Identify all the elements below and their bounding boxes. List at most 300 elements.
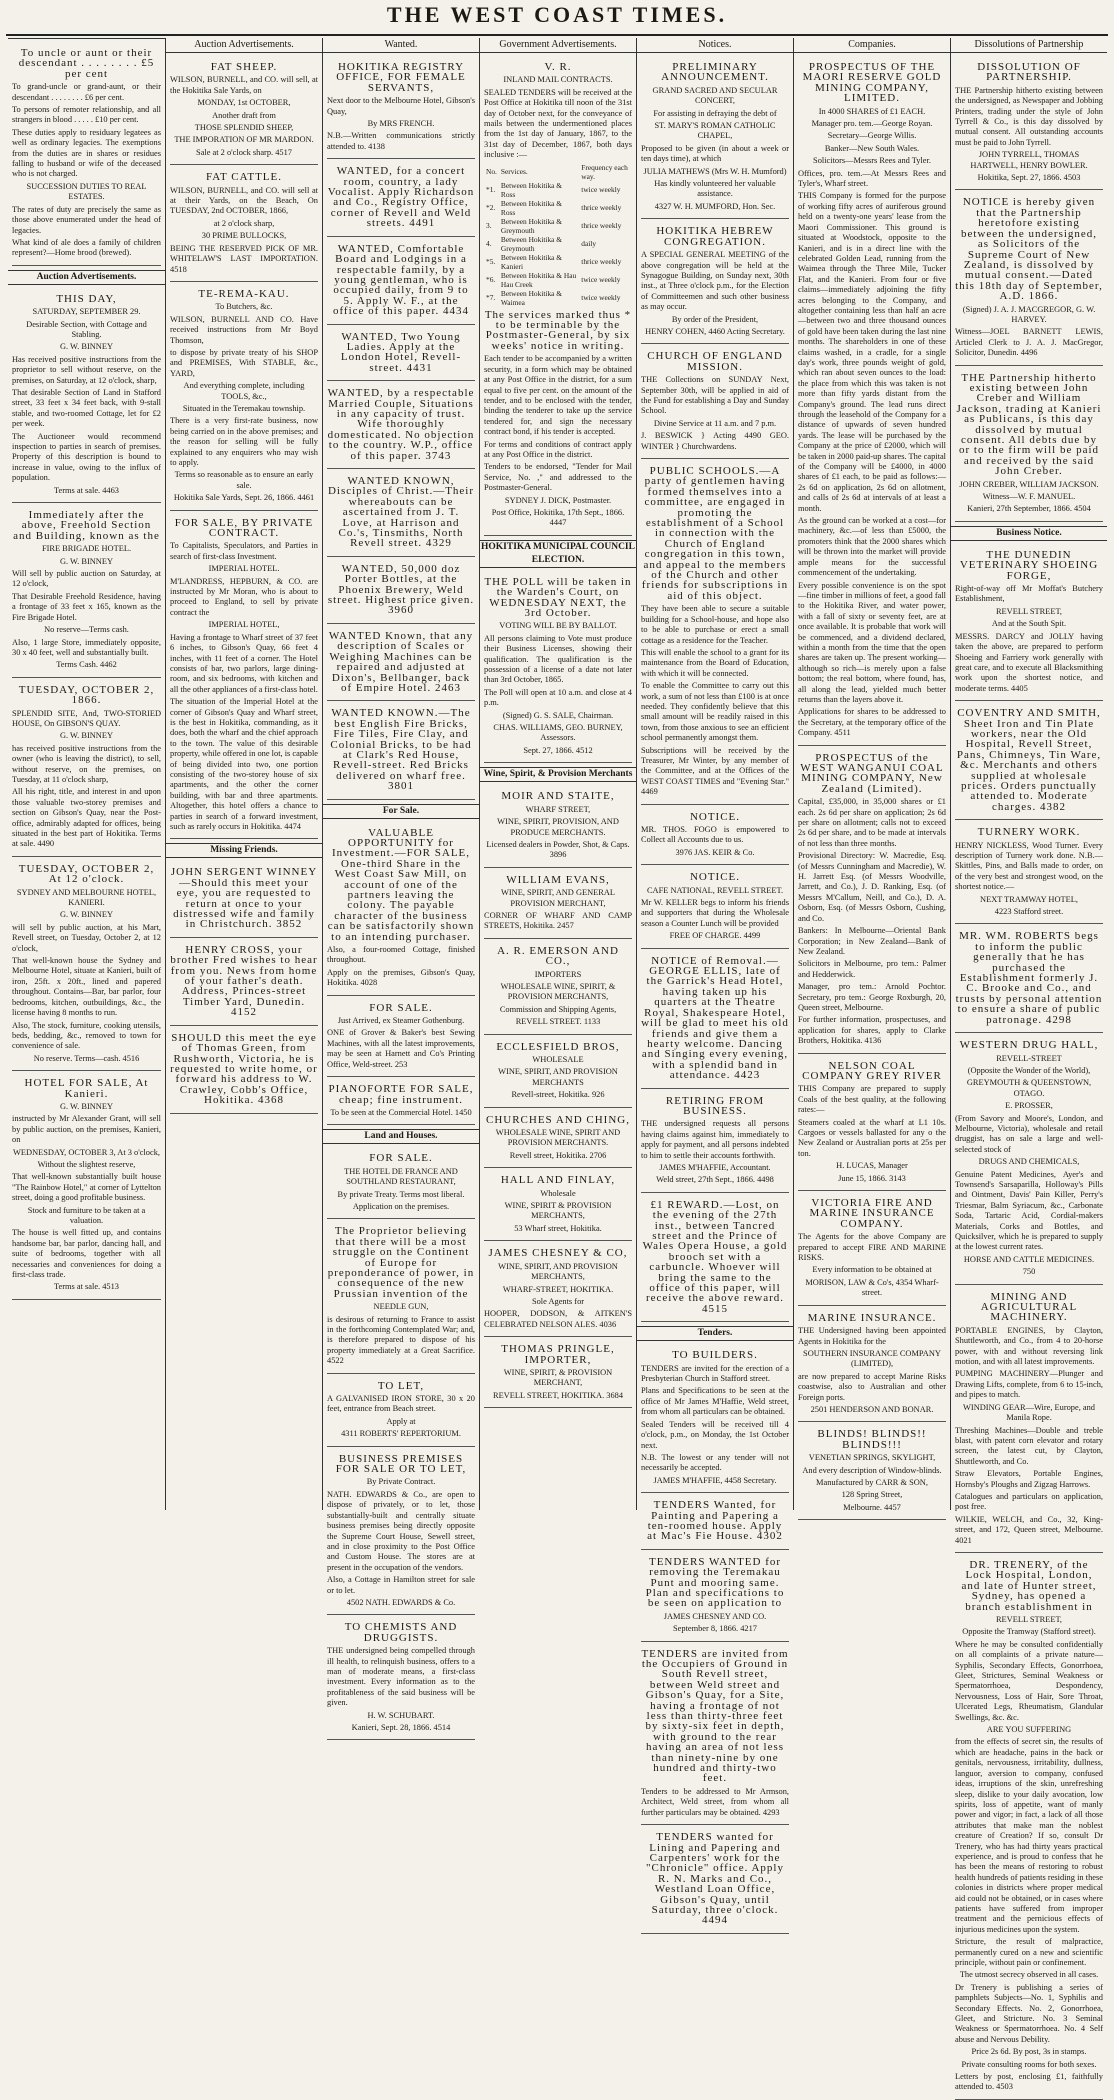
ad-text-line: JAMES M'HAFFIE, 4458 Secretary. — [653, 1475, 777, 1485]
ad-text-line: By private Treaty. Terms most liberal. — [337, 1189, 465, 1199]
ad-text-line: Terms at sale. 4513 — [54, 1282, 119, 1292]
ad-text-line: For further information, prospectuses, and application for shares, apply to Clarke Brothers, Hokitika. 4136 — [798, 1015, 946, 1046]
ad-text-line: TENDERS Wanted, for Painting and Papering a ten-roomed house. Apply at Mac's Fie House. 4302 — [647, 1499, 783, 1543]
ad-text-line: Straw Elevators, Portable Engines, Hornsby's Ploughs and Zigzag Harrows. — [955, 1469, 1103, 1489]
ad-text-line: Solicitors—Messrs Rees and Tyler. — [813, 156, 931, 166]
ad-text-line: ARE YOU SUFFERING — [986, 1725, 1072, 1735]
ad-text-line: Also, a Cottage in Hamilton street for sale or to let. — [327, 1575, 475, 1595]
ad-text-line: TENDERS are invited from the Occupiers of Ground in South Revell street, between Weld street and Gibson's Quay, for a Site, having a frontage of not less than thirty-three feet by sixty-six feet in depth, with ground to the rear having an area of not less than ninety-nine by one hundred and thirty-two feet. — [641, 1647, 789, 1785]
ad-text-line: Sealed Tenders will be received till 4 o'clock, p.m., on Monday, the 1st October next. — [641, 1419, 789, 1450]
ad-text-line: The Proprietor believing that there will be a most struggle on the Continent of Europe for preponderance of power, in consequence of the new Prussian invention of the — [327, 1225, 475, 1300]
ad-text-line: GRAND SACRED AND SECULAR CONCERT, — [652, 85, 778, 106]
ad-text-line: THE Collections on SUNDAY Next, September 30th, will be applied in aid of the Fund for establishing a Day and Sunday School. — [641, 375, 789, 416]
ad-text-line: are now prepared to accept Marine Risks coastwise, also to Australian and other Foreign ports. — [798, 1371, 946, 1402]
ad-text-line: PROSPECTUS OF THE MAORI RESERVE GOLD MINING COMPANY, LIMITED. — [802, 61, 942, 105]
table-cell: Between Hokitika & Ross — [500, 180, 563, 199]
newspaper-title: THE WEST COAST TIMES. — [386, 2, 728, 27]
ad-text-line: Immediately after the above, Freehold Section and Building, known as the — [13, 509, 160, 542]
ad-text-line: NOTICE. — [689, 871, 741, 884]
advertisement — [12, 679, 161, 857]
table-cell: daily — [581, 239, 597, 249]
ad-text-line: Provisional Directory: W. Macredie, Esq. (of Messrs Cunningham and Macredie), W. H. Jarrett Esq. (of Messrs Woodville, Jarrett, and Co.), J. D. Ranking, Esq. (of Messrs M'Callum, Neill, and Co.), D. A. Osborn, Esq. (of Messrs Osborn, Cushing, and Co. — [798, 851, 946, 923]
ad-text-line: REVELL STREET, — [995, 606, 1063, 616]
advertisement — [327, 625, 475, 701]
ad-text-line: FREE OF CHARGE. 4499 — [669, 931, 761, 941]
ad-text-line: ST. MARY'S ROMAN CATHOLIC CHAPEL, — [654, 121, 776, 141]
ad-text-line: REVELL STREET, HOKITIKA. 3684 — [492, 1390, 624, 1400]
ad-text-line: THE Partnership hitherto existing between the undersigned, as Newspaper and Jobbing Printers, trading under the style of John Tyrrell & Co., is this day dissolved by mutual consent. All outstanding accounts must be paid to John Tyrrell. — [955, 85, 1103, 147]
ad-text-line: Manager pro. tem.—George Royan. — [811, 119, 933, 129]
ad-text-line: WESTERN DRUG HALL, — [959, 1039, 1099, 1052]
column-header: Dissolutions of Partnership — [951, 38, 1107, 53]
ad-text-line: HENRY COHEN, 4460 Acting Secretary. — [645, 326, 785, 336]
advertisement — [641, 56, 789, 219]
ad-text-line: JOHN CREBER, WILLIAM JACKSON. — [959, 479, 1099, 489]
advertisement — [798, 1055, 946, 1191]
ad-text-line: THE POLL will be taken in the Warden's Court, on WEDNESDAY NEXT, the 3rd October. — [484, 575, 632, 619]
ad-text-line: All his right, title, and interest in and upon those valuable two-storey premises and section on Gibson's Quay, near the Post-office, admirably adapted for offices, being situated in the best part of Hokitika. Terms at sale. 4490 — [12, 787, 161, 849]
ad-text-line: WANTED, Comfortable Board and Lodgings in a respectable family, by a young gentleman, who is occupied daily, from 9 to 5. Apply W. F., at the office of this paper. 4434 — [332, 242, 470, 318]
ad-text-line: G. W. BINNEY — [59, 910, 114, 920]
ad-text-line: 4327 W. H. MUMFORD, Hon. Sec. — [654, 201, 776, 211]
ad-text-line: GREYMOUTH & QUEENSTOWN, OTAGO. — [966, 1078, 1092, 1098]
ad-text-line: WHOLESALE WINE, SPIRIT AND PROVISION MERCHANTS. — [495, 1128, 621, 1148]
advertisement — [955, 821, 1103, 924]
ad-text-line: WILSON, BURNELL AND CO. Have received instructions from Mr Boyd Thomson, — [170, 314, 318, 345]
ad-text-line: DISSOLUTION OF PARTNERSHIP. — [977, 61, 1081, 84]
ad-text-line: DR. TRENERY, of the Lock Hospital, London, and late of Hunter street, Sydney, has opened a branch establishment in — [961, 1558, 1097, 1613]
ad-text-line: WHOLESALE — [532, 1055, 584, 1064]
advertisement — [484, 1036, 632, 1108]
advertisement — [955, 191, 1103, 365]
advertisement — [12, 288, 161, 503]
ad-text-line: M'LANDRESS, HEPBURN, & CO. are instructed by Mr Moran, who is about to proceed to England, to sell by private contract the — [170, 576, 318, 617]
ad-text-line: The services marked thus * to be terminable by the Postmaster-General, by six weeks' notice in writing. — [484, 308, 632, 352]
table-cell: Between Hokitika & Kanieri — [500, 252, 563, 271]
ad-text-line: N.B.—Written communications strictly attended to. 4138 — [327, 131, 475, 151]
ad-text-line: Application on the premises. — [352, 1201, 450, 1211]
ad-text-line: To Capitalists, Speculators, and Parties in search of first-class Investment. — [170, 541, 318, 561]
ad-text-line: HOKITIKA HEBREW CONGREGATION. — [656, 225, 774, 248]
advertisement — [327, 702, 475, 799]
ad-text-line: Subscriptions will be received by the Treasurer, Mr Winter, by any member of the Committee, and at the Offices of the WEST COAST TIMES and "Evening Star." 4469 — [641, 745, 789, 797]
ad-text-line: Each tender to be accompanied by a written security, in a form which may be obtained at any Post Office in the district, for a sum equal to five per cent. on the amount of the tender, and to be enclosed with the tender, binding the tenderer to take up the service tendered for, and sign the necessary contract bond, if his tender is accepted. — [484, 354, 632, 437]
ad-text-line: 4502 NATH. EDWARDS & Co. — [346, 1597, 456, 1607]
ad-text-line: Divine Service at 11 a.m. and 7 p.m. — [653, 418, 777, 428]
masthead — [0, 0, 1114, 38]
ad-text-line: Terms Cash. 4462 — [56, 660, 117, 670]
column-header: Wanted. — [323, 38, 479, 53]
advertisement — [641, 220, 789, 344]
ad-text-line: Genuine Patent Medicines, Ayer's and Townsend's Sarsaparilla, Holloway's Pills and Ointment, Davis' Pain Killer, Perry's Triesmar, Balm Syriacum, &c., Carbonate Soda, Tartaric Acid, Cordial-makers Materials, Corks and Bottles, and Quicksilver, which he is prepared to supply at the lowest current rates. — [955, 1169, 1103, 1252]
ad-text-line: CORNER OF WHARF AND CAMP STREETS, Hokitika. 2457 — [484, 910, 632, 931]
ad-text-line: THOSE SPLENDID SHEEP, — [194, 123, 294, 133]
advertisement — [327, 1220, 475, 1373]
ad-text-line: WANTED, by a respectable Married Couple, Situations in any capacity of trust. Wife thoroughly domesticated. No objection to the country. W.P., office of this paper. 3743 — [327, 387, 475, 462]
advertisement — [327, 238, 475, 325]
ad-text-line: There is a very first-rate business, now being carried on in the above premises; and the reason for selling will be fully explained to any enquirers who may wish to apply. — [170, 416, 318, 467]
ad-text-line: WANTED, for a concert room, country, a lady Vocalist. Apply Richardson and Co., Registry Office, corner of Revell and Weld streets. 4491 — [327, 165, 475, 230]
advertisement — [327, 470, 475, 557]
table-cell: twice weekly — [581, 275, 621, 285]
ad-text-line: To persons of remoter relationship, and all strangers in blood . . . . . £10 per cent. — [12, 105, 161, 125]
ad-text-line: By Private Contract. — [366, 1477, 436, 1487]
ad-text-line: Every information to be obtained at — [812, 1265, 932, 1275]
advertisement — [641, 866, 789, 948]
table-cell: thrice weekly — [581, 257, 622, 267]
ad-text-line: Private consulting rooms for both sexes. — [961, 2059, 1097, 2069]
ad-text-line: And everything complete, including TOOLS, &c., — [183, 381, 305, 401]
table-cell: thrice weekly — [581, 203, 622, 213]
ad-text-line: PUMPING MACHINERY—Plunger and Drawing Lifts, complete, from 6 to 15-inch, and pipes to match. — [955, 1369, 1103, 1400]
ad-text-line: Applications for shares to be addressed to the Secretary, at the temporary office of the Company. 4511 — [798, 707, 946, 738]
ad-text-line: INLAND MAIL CONTRACTS. — [503, 75, 613, 85]
advertisement — [641, 950, 789, 1089]
ad-text-line: That desirable Section of Land in Stafford street, 33 feet x 34 feet back, with 9-stall stable, and two-roomed Cottage, let for £2 per week. — [12, 387, 161, 429]
ad-text-line: Plans and Specifications to be seen at the office of Mr James M'Haffie, Weld street, from whom all particulars can be obtained. — [641, 1386, 789, 1417]
ad-text-line: Tenders to be endorsed, "Tender for Mail Service, No. ," and addressed to the Postmaster-General. — [484, 462, 632, 493]
ad-text-line: to dispose by private treaty of his SHOP and PREMISES, With STABLE, &c., YARD, — [170, 347, 318, 378]
ad-text-line: To uncle or aunt or their descendant . . . . . . . . £5 per cent — [18, 47, 155, 80]
advertisement — [327, 1375, 475, 1447]
table-cell: Between Hokitika & Hau Hau Creek — [500, 270, 577, 289]
advertisement — [327, 822, 475, 996]
ad-text-line: MESSRS. DARCY and JOLLY having taken the above, are prepared to perform Shoeing and Farriery work generally with great care, and to execute all Blacksmithing work upon the shortest notice, and moderate terms. 4405 — [955, 631, 1103, 693]
table-cell: thrice weekly — [581, 221, 622, 231]
ad-text-line: V. R. — [544, 61, 572, 73]
ad-text-line: For assisting in defraying the debt of — [653, 108, 777, 118]
ad-text-line: NOTICE of Removal.—GEORGE ELLIS, late of the Garrick's Head Hotel, having taken up his quarters at the Theatre Royal, Shakespeare Hotel, will be glad to meet his old friends and give them a hearty welcome. Dancing and Singing every evening, with a splendid band in attendance. 4423 — [641, 954, 789, 1082]
ad-text-line: (Opposite the Wonder of the World), — [967, 1065, 1091, 1075]
ad-text-line: SEALED TENDERS will be received at the Post Office at Hokitika till noon of the 31st day of October next, for the conveyance of mails between the undermentioned places from the 1st day of January, 1867, to the 31st day of December, 1867, both days inclusive :— — [484, 87, 632, 160]
mail-services-table — [484, 163, 632, 307]
ad-text-line: Opposite the Tramway (Stafford street). — [962, 1627, 1096, 1637]
ad-text-line: THIS Company is formed for the purpose of working fifty acres of auriferous ground held on a twenty-one years' lease from the Maori Commissioner. This ground is situated at Woodstock, opposite to the Kanieri, and is in a direct line with the celebrated Golden Lead, running from the Waimea through the Three Mile, Tucker Flat, and the Kanieri. From four or five claims—immediately adjoining the fifty acres belonging to the Company, and altogether containing less than half an acre—between two and three thousand ounces of gold have been taken during the last nine months. The shareholders in one of these claims washed, in a cradle, for a single day's work, three pounds weight of gold, which ran about seven ounces to the load: the place from which this was taken is not more than fifty yards distant from the Company's ground. The lead runs direct through the leasehold of the Company for a distance of upwards of seven hundred yards. The lease will be purchased by the Company at the price of £2000, which will be taken in 2000 paid-up shares. The capital of the Company will be £4000, in 4000 shares of £1 each, to be paid as follows:—2s 6d on application, 2s 6d on allotment, and calls of 2s 6d at intervals of at least a month. — [798, 191, 946, 513]
ad-text-line: WHARF-STREET, HOKITIKA. — [502, 1284, 614, 1294]
ad-text-line: By MRS FRENCH. — [367, 119, 435, 129]
ad-text-line: A GALVANISED IRON STORE, 30 x 20 feet, entrance from Beach street. — [327, 1394, 475, 1414]
ad-text-line: THE IMPORATION OF MR MARDON. — [174, 135, 314, 145]
ad-text-line: Will sell by public auction on Saturday, at 12 o'clock, — [12, 569, 161, 589]
ad-text-line: And at the South Spit. — [991, 619, 1067, 629]
ad-text-line: Apply on the premises, Gibson's Quay, Hokitika. 4028 — [327, 967, 475, 988]
advertisement — [484, 1109, 632, 1169]
ad-text-line: HORSE AND CATTLE MEDICINES. — [963, 1254, 1095, 1264]
ad-text-line: WHOLESALE WINE, SPIRIT, & PROVISION MERCHANTS, — [500, 981, 616, 1002]
ad-text-line: is desirous of returning to France to assist in the forthcoming Contemplated War; and, is therefore prepared to dispose of his property immediately at a Great Sacrifice. 4522 — [327, 1314, 475, 1366]
ad-text-line: BLINDS! BLINDS!! BLINDS!!! — [817, 1428, 927, 1451]
ad-text-line: And every description of Window-blinds. — [802, 1465, 942, 1475]
ad-text-line: Situated in the Teremakau township. — [182, 403, 306, 413]
ad-text-line: NELSON COAL COMPANY GREY RIVER — [802, 1059, 942, 1082]
advertisement — [641, 1643, 789, 1826]
ad-text-line: WANTED, Two Young Ladies. Apply at the London Hotel, Revell-street. 4431 — [340, 330, 462, 374]
ad-text-line: For terms and conditions of contract apply at any Post Office in the district. — [484, 439, 632, 459]
ad-text-line: Having a frontage to Wharf street of 37 feet 6 inches, to Gibson's Quay, 66 feet 4 inches, with 11 feet of a corner. The Hotel consists of bar, two parlors, large dining-room, and six bedrooms, with kitchen and all the other appliances of a first-class hotel. — [170, 632, 318, 694]
ad-text-line: SPLENDID SITE, And, TWO-STORIED HOUSE, On GIBSON'S QUAY. — [12, 708, 161, 728]
ad-text-line: These duties apply to residuary legatees as well as ordinary legacies. The exemptions from the duties are in shares or residues falling to husband or wife of the deceased who is not charged. — [12, 127, 161, 179]
ad-text-line: Weld street, 27th Sept., 1866. 4498 — [656, 1175, 774, 1185]
table-cell: *7. — [486, 293, 496, 303]
ad-text-line: VALUABLE OPPORTUNITY for Investment.—FOR SALE, One-third Share in the West Coast Saw Mill, on account of one of the partners leaving the colony. The payable character of the business can be satisfactorily shown to an intending purchaser. — [327, 826, 475, 943]
advertisement — [955, 544, 1103, 701]
ad-text-line: BEING THE RESERVED PICK OF MR. WHITELAW'S LAST IMPORTATION. 4518 — [170, 243, 318, 274]
section-heading: HOKITIKA MUNICIPAL COUNCIL ELECTION. — [480, 540, 636, 568]
ad-text-line: IMPERIAL HOTEL, — [208, 620, 280, 630]
ad-text-line: MARINE INSURANCE. — [807, 1311, 937, 1324]
ad-text-line: The house is well fitted up, and contains handsome bar, bar parlor, dancing hall, and suite of bedrooms, together with all necessaries and conveniences for doing a first-class trade. — [12, 1228, 161, 1280]
advertisement — [12, 1072, 161, 1300]
ad-text-line: Where he may be consulted confidentially on all complaints of a private nature—Syphilis, Secondary Effects, Gonorrhoea, Gleet, Strictures, Seminal Weakness or Spermatorrhoea, Despondency, Nervousness, Loss of Hair, Sore Throat, Ulcerated Legs, Rheumatism, Glandular Swellings, &c. &c. — [955, 1639, 1103, 1722]
ad-text-line: 4223 Stafford street. — [994, 907, 1064, 917]
ad-text-line: CHAS. WILLIAMS, GEO. BURNEY, Assessors. — [493, 723, 623, 743]
advertisement — [327, 997, 475, 1077]
advertisement — [484, 940, 632, 1035]
column-2 — [165, 38, 322, 1510]
advertisement — [798, 1192, 946, 1306]
ad-text-line: No reserve. Terms—cash. 4516 — [33, 1053, 140, 1063]
ad-text-line: Offices, pro. tem.—At Messrs Rees and Tyler's, Wharf street. — [798, 168, 946, 189]
ad-text-line: 128 Spring Street, — [841, 1490, 903, 1500]
advertisement — [327, 1616, 475, 1740]
ad-text-line: WANTED, 50,000 doz Porter Bottles, at the Phoenix Brewery, Weld street. Highest price given. 3960 — [327, 562, 475, 617]
ad-text-line: THOMAS PRINGLE, IMPORTER, — [501, 1343, 615, 1366]
advertisement — [955, 367, 1103, 522]
ad-text-line: Sale at 2 o'clock sharp. 4517 — [196, 147, 292, 157]
ad-text-line: THE DUNEDIN VETERINARY SHOEING FORGE, — [959, 548, 1099, 582]
table-header-cell: No. — [486, 167, 497, 177]
ad-text-line: will sell by public auction, at his Mart, Revell street, on Tuesday, October 2, at 12 o'clock, — [12, 922, 161, 953]
table-cell: Between Hokitika & Greymouth — [500, 216, 563, 235]
ad-text-line: FOR SALE. — [369, 1001, 433, 1014]
ad-text-line: HOKITIKA REGISTRY OFFICE, FOR FEMALE SERVANTS, — [336, 61, 466, 94]
ad-text-line: instructed by Mr Alexander Grant, will sell by public auction, on the premises, Kanieri, on — [12, 1114, 161, 1145]
ad-text-line: To grand-uncle or grand-aunt, or their descendant . . . . . . . . £6 per cent. — [12, 82, 161, 102]
advertisement — [484, 571, 632, 764]
advertisement — [170, 56, 318, 165]
ad-text-line: Another draft from — [212, 110, 276, 120]
ad-text-line: THE HOTEL DE FRANCE AND SOUTHLAND RESTAURANT, — [344, 1166, 458, 1187]
ad-text-line: 30 PRIME BULLOCKS, — [201, 231, 287, 241]
advertisement — [955, 1286, 1103, 1553]
ad-text-line: Stock and furniture to be taken at a valuation. — [27, 1205, 146, 1225]
ad-text-line: REVELL STREET, — [995, 1615, 1063, 1624]
ad-text-line: 53 Wharf street, Hokitika. — [514, 1223, 602, 1233]
ad-text-line: PIANOFORTE FOR SALE, cheap; fine instrument. — [328, 1083, 474, 1106]
advertisement — [641, 460, 789, 805]
ad-text-line: MINING AND AGRICULTURAL MACHINERY. — [980, 1290, 1078, 1324]
ad-text-line: Solicitors in Melbourne, pro tem.: Palmer and Hedderwick. — [798, 959, 946, 979]
ad-text-line: PROSPECTUS of the WEST WANGANUI COAL MINING COMPANY, New Zealand (Limited). — [800, 751, 944, 795]
ad-text-line: As the ground can be worked at a cost—for machinery, &c.—of less than £5000, the promoters think that the 2000 shares which will be thrown into the market will provide ample means for the successful commencement of the undertaking. — [798, 516, 946, 578]
ad-text-line: JOHN TYRRELL, THOMAS HARTWELL, HENRY BOWLER. — [970, 150, 1088, 170]
ad-text-line: HOOPER, DODSON, & AITKEN'S CELEBRATED NELSON ALES. 4036 — [484, 1309, 632, 1329]
ad-text-line: Revell-street, Hokitika. 926 — [511, 1090, 605, 1100]
advertisement — [798, 1423, 946, 1520]
ad-text-line: WINE, SPIRIT, AND PROVISION MERCHANTS, — [498, 1261, 618, 1282]
ad-text-line: HOTEL FOR SALE, At Kanieri. — [24, 1077, 149, 1100]
table-cell: 3. — [486, 221, 492, 231]
ad-text-line: Without the slightest reserve, — [37, 1159, 136, 1169]
ad-text-line: Banker—New South Wales. — [824, 143, 920, 153]
ad-text-line: By order of the President, — [671, 314, 759, 324]
ad-text-line: Secretary—George Willis. — [827, 131, 917, 141]
advertisement — [798, 56, 946, 746]
ad-text-line: Commission and Shipping Agents, — [499, 1004, 617, 1014]
ad-text-line: THIS DAY, — [56, 292, 117, 305]
advertisement — [327, 326, 475, 382]
ad-text-line: TENDERS are invited for the erection of a Presbyterian Church in Stafford street. — [641, 1363, 789, 1384]
ad-text-line: WILLIAM EVANS, — [506, 873, 610, 886]
ad-text-line: A. R. EMERSON AND CO., — [497, 944, 619, 968]
advertisement — [327, 1078, 475, 1125]
ad-text-line: Capital, £35,000, in 35,000 shares or £1 each. 2s 6d per share on application; 2s 6d per share on allotment; calls not to exceed 2s 6d per share, and to be made at intervals of not less than three months. — [798, 797, 946, 848]
ad-text-line: JAMES CHESNEY AND CO. — [663, 1611, 767, 1621]
ad-text-line: PUBLIC SCHOOLS.—A party of gentlemen having formed themselves into a committee, are engaged in promoting the establishment of a School in connection with the Church of England congregation in this town, and appeal to the members of the Church and other friends for subscriptions in aid of this object. — [641, 465, 789, 602]
ad-text-line: IMPERIAL HOTEL. — [208, 564, 280, 574]
table-cell: *2. — [486, 203, 496, 213]
ad-text-line: SYDNEY AND MELBOURNE HOTEL, KANIERI. — [16, 887, 157, 908]
ad-text-line: NATH. EDWARDS & Co., are open to dispose of privately, or to let, those substantially-built and centrally situate business premises being directly opposite the Supreme Court House, Sewell street, and in close proximity to the Post Office and Custom House. The stores are at present in the occupation of the vendors. — [327, 1489, 475, 1572]
advertisement — [641, 1826, 789, 1934]
ad-text-line: Proposed to be given (in about a week or ten days time), at which — [641, 143, 789, 164]
section-heading: For Sale. — [323, 804, 479, 819]
ad-text-line: Next door to the Melbourne Hotel, Gibson's Quay, — [327, 96, 475, 116]
ad-text-line: PORTABLE ENGINES, by Clayton, Shuttleworth, and Co., from 4 to 20-horse power, with and without reversing link motion, and with all latest improvements. — [955, 1325, 1103, 1367]
advertisement — [327, 1448, 475, 1616]
ad-text-line: JAMES CHESNEY & CO, — [488, 1247, 628, 1260]
table-header-cell: Frequency each way. — [581, 162, 628, 181]
table-cell: twice weekly — [581, 185, 621, 195]
ad-text-line: 3976 JAS. KEIR & Co. — [675, 847, 755, 857]
ad-text-line: RETIRING FROM BUSINESS. — [665, 1094, 765, 1117]
ad-text-line: Threshing Machines—Double and treble blast, with patent corn elevator and rotary screen, the latest cut, by Clayton, Shuttleworth, and Co. — [955, 1425, 1103, 1466]
ad-text-line: Desirable Section, with Cottage and Stabling. — [26, 319, 147, 339]
ad-text-line: VENETIAN SPRINGS, SKYLIGHT, — [808, 1453, 936, 1463]
ad-text-line: That Desirable Freehold Residence, having a frontage of 33 feet x 165, known as the Fire Brigade Hotel. — [12, 591, 161, 622]
ad-text-line: To Butchers, &c. — [215, 302, 273, 312]
section-heading: Land and Houses. — [323, 1129, 479, 1144]
advertisement — [170, 939, 318, 1026]
table-cell: Between Hokitika & Ross — [500, 198, 563, 217]
ad-text-line: TENDERS WANTED for removing the Teremakau Punt and mooring same. Plan and specifications to be seen on application to — [645, 1555, 785, 1610]
table-cell: *6. — [486, 275, 496, 285]
ad-text-line: MONDAY, 1st OCTOBER, — [197, 98, 291, 108]
ad-text-line: £1 REWARD.—Lost, on the evening of the 27th inst., between Tancred street and the Prince of Wales Opera House, a gold brooch set with a carbuncle. Whoever will bring the same to the office of this paper, will receive the above reward. 4515 — [642, 1198, 788, 1315]
advertisement — [798, 747, 946, 1054]
ad-text-line: COVENTRY AND SMITH, Sheet Iron and Tin Plate workers, near the Old Hospital, Revell Street, Pans, Chimneys, Tin Ware, &c. Merchants and others supplied at wholesale prices. Orders punctually attended to. Moderate charges. 4382 — [956, 707, 1102, 813]
ad-text-line: SHOULD this meet the eye of Thomas Green, from Rushworth, Victoria, he is requested to write home, or forward his address to W. Crawley, Cobb's Office, Hokitika. 4368 — [170, 1031, 318, 1107]
ad-text-line: G. W. BINNEY — [59, 556, 114, 566]
table-row — [484, 271, 632, 289]
ad-text-line: TO LET, — [377, 1379, 425, 1392]
column-header: Government Advertisements. — [480, 38, 636, 53]
ad-text-line: Also, 1 large Store, immediately opposite, 30 x 40 feet, well and substantially built. — [12, 637, 161, 657]
ad-text-line: has received positive instructions from the owner (who is leaving the district), to sell, without reserve, on the premises, on Tuesday, at 11 o'clock sharp, — [12, 743, 161, 784]
masthead-rule — [6, 34, 1108, 36]
ad-text-line: Witness—JOEL BARNETT LEWIS, Articled Clerk to J. A. J. MacGregor, Solicitor, Dunedin. 4496 — [955, 327, 1103, 358]
newspaper-columns — [8, 38, 1108, 2092]
advertisement — [170, 166, 318, 282]
ad-text-line: TO CHEMISTS AND DRUGGISTS. — [344, 1621, 458, 1644]
advertisement — [170, 512, 318, 840]
section-heading: Business Notice. — [951, 526, 1107, 541]
ad-text-line: MR. THOS. FOGO is empowered to Collect all Accounts due to us. — [641, 825, 789, 845]
ad-text-line: MORISON, LAW & Co's, 4354 Wharf-street. — [805, 1277, 939, 1298]
advertisement — [327, 558, 475, 624]
table-row — [484, 199, 632, 217]
advertisement — [327, 1147, 475, 1219]
ad-text-line: To enable the Committee to carry out this work, a sum of not less than £100 is at once needed. They confidently believe that this small amount will be readily raised in this town, from those anxious to see an efficient school permanently amongst them. — [641, 681, 789, 743]
ad-text-line: SATURDAY, SEPTEMBER 29. — [32, 307, 141, 317]
advertisement — [484, 869, 632, 939]
ad-text-line: To be seen at the Commercial Hotel. 1450 — [330, 1107, 472, 1117]
table-cell: twice weekly — [581, 293, 621, 303]
section-heading: Missing Friends. — [166, 843, 322, 858]
ad-text-line: SOUTHERN INSURANCE COMPANY (LIMITED), — [803, 1348, 941, 1369]
table-row — [484, 217, 632, 235]
table-cell: Between Hokitika & Greymouth — [500, 234, 563, 253]
ad-text-line: THIS Company are prepared to supply Coals of the best quality, at the following rates:— — [798, 1084, 946, 1115]
advertisement — [955, 1554, 1103, 2100]
ad-text-line: 750 — [1022, 1267, 1036, 1277]
ad-text-line: TE-REMA-KAU. — [198, 287, 290, 300]
ad-text-line: Has kindly volunteered her valuable assistance. — [654, 179, 776, 199]
ad-text-line: FAT SHEEP. — [210, 61, 278, 73]
advertisement — [641, 806, 789, 866]
ad-text-line: WANTED Known, that any description of Scales or Weighing Machines can be repaired and adjusted at Dixon's, Bellbanger, back of Empire Hotel. 2463 — [328, 629, 474, 694]
ad-text-line: NEEDLE GUN, — [373, 1302, 429, 1312]
ad-text-line: TURNERY WORK. — [977, 826, 1081, 839]
advertisement — [641, 1494, 789, 1550]
ad-text-line: Witness—W. F. MANUEL. — [982, 492, 1076, 502]
table-cell: Between Hokitika & Waimea — [500, 288, 563, 307]
ad-text-line: WILSON, BURNELL, and CO. will sell, at the Hokitika Sale Yards, on — [170, 75, 318, 95]
ad-text-line: Terms at sale. 4463 — [54, 485, 119, 495]
ad-text-line: J. BESWICK } Acting 4490 GEO. WINTER } Churchwardens. — [641, 431, 789, 451]
ad-text-line: A SPECIAL GENERAL MEETING of the above congregation will be held at the Synagogue Building, on Sunday next, 30th inst., at Three o'clock p.m., for the Election of Committeemen and such other business as may occur. — [641, 250, 789, 312]
ad-text-line: JULIA MATHEWS (Mrs W. H. Mumford) — [643, 166, 787, 176]
ad-text-line: ECCLESFIELD BROS, — [496, 1040, 620, 1053]
advertisement — [955, 56, 1103, 190]
ad-text-line: 4311 ROBERTS' REPERTORIUM. — [341, 1429, 461, 1439]
advertisement — [170, 283, 318, 511]
ad-text-line: G. W. BINNEY — [59, 342, 114, 352]
ad-text-line: Dr Trenery is publishing a series of pamphlets Subjects—No. 1, Syphilis and Secondary Effects. No. 2, Gonorrhoea, Gleet, and Stricture. No. 3 Seminal Weakness or Spermatorrhoea. No. 4 Self abuse and Nervous Debility. — [955, 1982, 1103, 2044]
table-row — [484, 253, 632, 271]
table-row — [484, 181, 632, 199]
column-6 — [793, 38, 950, 1510]
ad-text-line: What kind of ale does a family of children represent?—Home brood (brewed). — [12, 237, 161, 258]
ad-text-line: at 2 o'clock sharp, — [213, 218, 275, 228]
ad-text-line: THE undersigned requests all persons having claims against him, immediately to apply for payment, and all persons indebted to him to settle their accounts forthwith. — [641, 1119, 789, 1160]
ad-text-line: Wholesale — [540, 1188, 576, 1198]
table-row — [484, 289, 632, 307]
ad-text-line: Every possible convenience is on the spot—fine timber in millions of feet, a good fall to the Hokitika River, and water power, with a fall of sixty or seventy feet, are at once available. It is probable that work will be commenced, and a dividend declared, within a month from the time that the open shares are taken up. The present working—although so rich—is merely upon a false bottom; the real bottom, where found, has, all along the lead, yielded much better returns than the layers above it. — [798, 580, 946, 704]
column-7 — [950, 38, 1107, 2092]
ad-text-line: The situation of the Imperial Hotel at the corner of Gibson's Quay and Wharf street, is the best in Hokitika, commanding, as it does, both the wharf and the chief approach to the town. The value of this desirable property, while offered in one lot, is capable of being divided into two, one portion consisting of the two-storey house of six apartments, and the other the corner building, with bar and three apartments. Altogether, this hotel offers a chance to parties in search of a forward investment, such as rarely occurs in Hokitika. 4474 — [170, 697, 318, 831]
advertisement — [484, 785, 632, 867]
ad-text-line: June 15, 1866. 3143 — [838, 1173, 906, 1183]
ad-text-line: THE undersigned being compelled through ill health, to relinquish business, offers to a man of moderate means, a first-class investment. Every information as to the profitableness of the said business will be given. — [327, 1646, 475, 1708]
ad-text-line: Has received positive instructions from the proprietor to sell without reserve, on the premises, on Saturday, at 12 o'clock, sharp, — [12, 354, 161, 385]
ad-text-line: JOHN SERGENT WINNEY—Should this meet your eye, you are requested to return at once to your distressed wife and family in Christchurch. 3852 — [170, 866, 318, 931]
section-heading: Wine, Spirit, & Provision Merchants — [480, 767, 636, 782]
ad-text-line: MOIR AND STAITE, — [501, 790, 615, 803]
column-header: Notices. — [637, 38, 793, 53]
ad-text-line: THE Partnership hitherto existing between John Creber and William Jackson, trading at Kanieri as Publicans, is this day dissolved by mutual consent. All debts due by or to the firm will be paid and received by the said John Creber. — [956, 371, 1102, 478]
ad-text-line: NOTICE. — [689, 810, 741, 823]
